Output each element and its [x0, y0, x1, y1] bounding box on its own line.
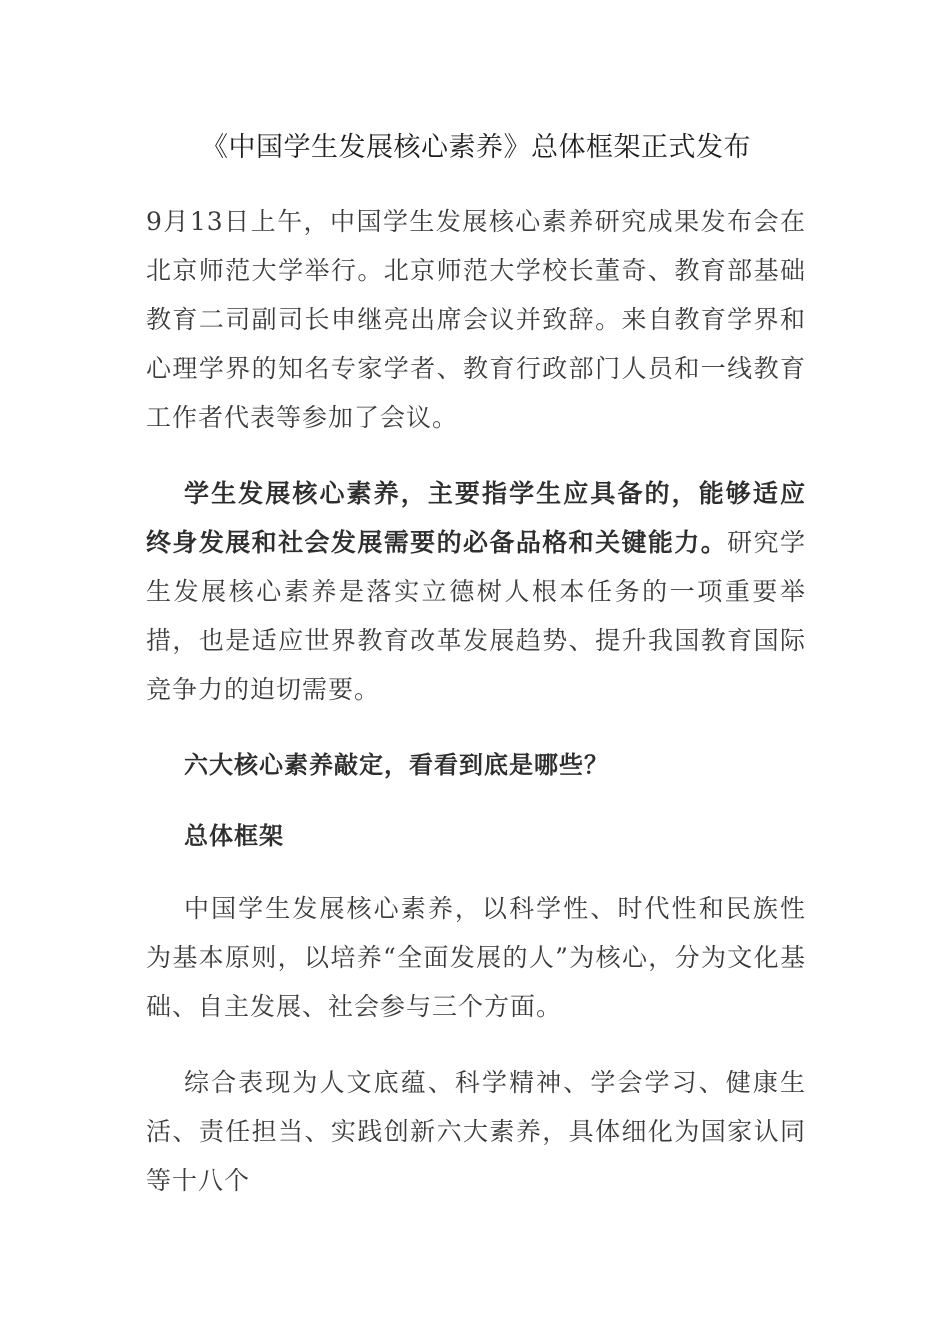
document-title: 《中国学生发展核心素养》总体框架正式发布	[201, 132, 751, 163]
section-heading-six-literacies: 六大核心素养敲定，看看到底是哪些？	[184, 750, 609, 779]
paragraph-performance-text: 综合表现为人文底蕴、科学精神、学会学习、健康生活、责任担当、实践创新六大素养，具体细化为国家认同等十八个	[146, 1068, 806, 1195]
paragraph-conference	[146, 197, 806, 442]
definition-rest-text: 研究学生发展核心素养是落实立德树人根本任务的一项重要举措，也是适应世界教育改革发展趋势、提升我国教育国际竞争力的迫切需要。	[146, 528, 806, 704]
paragraph-conference-text: 9月13日上午，中国学生发展核心素养研究成果发布会在北京师范大学举行。北京师范大学校长董奇、教育部基础教育二司副司长申继亮出席会议并致辞。来自教育学界和心理学界的知名专家学者、教育行政部门人员和一线教育工作者代表等参加了会议。	[146, 207, 806, 432]
section-heading-framework: 总体框架	[184, 821, 284, 850]
paragraph-performance	[146, 1058, 806, 1205]
paragraph-definition	[146, 469, 806, 714]
paragraph-framework	[146, 884, 806, 1031]
definition-bold-text: 学生发展核心素养，主要指学生应具备的，能够适应终身发展和社会发展需要的必备品格和关键能力。	[146, 479, 806, 557]
paragraph-framework-text: 中国学生发展核心素养，以科学性、时代性和民族性为基本原则，以培养“全面发展的人”为核心，分为文化基础、自主发展、社会参与三个方面。	[146, 894, 806, 1021]
